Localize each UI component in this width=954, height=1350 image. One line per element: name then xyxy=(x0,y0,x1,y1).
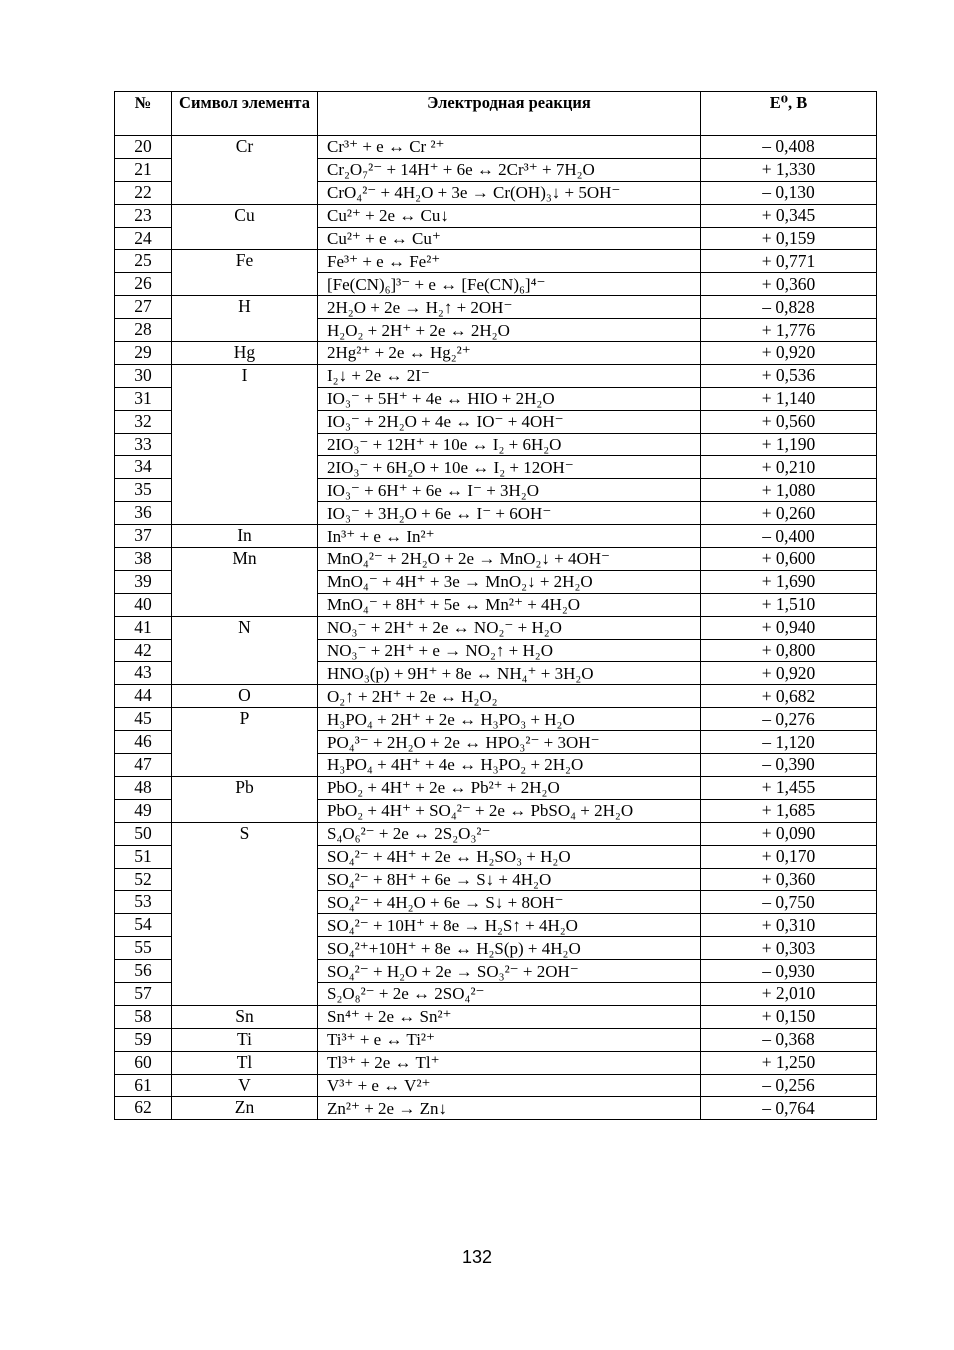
row-number-cell: 52 xyxy=(115,868,172,891)
table-row xyxy=(115,822,877,845)
row-number-cell: 60 xyxy=(115,1051,172,1074)
row-number-cell: 27 xyxy=(115,296,172,319)
row-number-cell: 50 xyxy=(115,822,172,845)
row-number-cell: 20 xyxy=(115,136,172,159)
standard-potential-cell: + 1,080 xyxy=(701,479,877,502)
row-number-cell: 26 xyxy=(115,273,172,296)
table-row xyxy=(115,136,877,159)
table-row xyxy=(115,364,877,387)
electrode-reaction-cell: Zn²⁺ + 2e → Zn↓ xyxy=(318,1097,701,1120)
element-symbol-cell: S xyxy=(172,822,318,1005)
standard-potential-cell: + 1,776 xyxy=(701,319,877,342)
element-symbol-cell: Pb xyxy=(172,776,318,822)
standard-potential-cell: – 0,400 xyxy=(701,525,877,548)
standard-potential-cell: + 1,140 xyxy=(701,387,877,410)
electrode-reaction-cell: Cu²⁺ + 2e ↔ Cu↓ xyxy=(318,204,701,227)
table-row xyxy=(115,1005,877,1028)
standard-potential-cell: – 0,276 xyxy=(701,708,877,731)
electrode-reaction-cell: SO₄²⁻ + 4H₂O + 6e → S↓ + 8OH⁻ xyxy=(318,891,701,914)
element-symbol-cell: Tl xyxy=(172,1051,318,1074)
electrode-reaction-cell: SO₄²⁻ + H₂O + 2e → SO₃²⁻ + 2OH⁻ xyxy=(318,960,701,983)
electrode-reaction-cell: MnO₄⁻ + 4H⁺ + 3e → MnO₂↓ + 2H₂O xyxy=(318,570,701,593)
electrode-reaction-cell: In³⁺ + e ↔ In²⁺ xyxy=(318,525,701,548)
row-number-cell: 22 xyxy=(115,181,172,204)
row-number-cell: 41 xyxy=(115,616,172,639)
standard-potential-cell: + 1,330 xyxy=(701,158,877,181)
row-number-cell: 39 xyxy=(115,570,172,593)
table-row xyxy=(115,685,877,708)
standard-potential-cell: – 0,764 xyxy=(701,1097,877,1120)
table-header-row xyxy=(115,92,877,136)
electrode-reaction-cell: IO₃⁻ + 5H⁺ + 4e ↔ HIO + 2H₂O xyxy=(318,387,701,410)
electrode-reaction-cell: 2H₂O + 2e → H₂↑ + 2OH⁻ xyxy=(318,296,701,319)
electrode-reaction-cell: MnO₄²⁻ + 2H₂O + 2e → MnO₂↓ + 4OH⁻ xyxy=(318,548,701,571)
electrode-reaction-cell: [Fe(CN)₆]³⁻ + e ↔ [Fe(CN)₆]⁴⁻ xyxy=(318,273,701,296)
row-number-cell: 25 xyxy=(115,250,172,273)
electrode-reaction-cell: SO₄²⁺+10H⁺ + 8e ↔ H₂S(р) + 4H₂O xyxy=(318,937,701,960)
row-number-cell: 45 xyxy=(115,708,172,731)
standard-potential-cell: + 0,940 xyxy=(701,616,877,639)
element-symbol-cell: N xyxy=(172,616,318,685)
standard-potential-cell: – 1,120 xyxy=(701,731,877,754)
standard-potential-cell: – 0,828 xyxy=(701,296,877,319)
row-number-cell: 33 xyxy=(115,433,172,456)
standard-potential-cell: + 0,150 xyxy=(701,1005,877,1028)
electrode-reaction-cell: 2IO₃⁻ + 6H₂O + 10e ↔ I₂ + 12OH⁻ xyxy=(318,456,701,479)
electrode-reaction-cell: Cr₂O₇²⁻ + 14H⁺ + 6e ↔ 2Cr³⁺ + 7H₂O xyxy=(318,158,701,181)
table-row xyxy=(115,1028,877,1051)
electrode-reaction-cell: MnO₄⁻ + 8H⁺ + 5e ↔ Mn²⁺ + 4H₂O xyxy=(318,593,701,616)
header-electrode-reaction: Электродная реакция xyxy=(318,92,701,136)
standard-potential-cell: + 0,159 xyxy=(701,227,877,250)
standard-potential-cell: – 0,368 xyxy=(701,1028,877,1051)
row-number-cell: 37 xyxy=(115,525,172,548)
electrode-reaction-cell: PbO₂ + 4H⁺ + 2e ↔ Pb²⁺ + 2H₂O xyxy=(318,776,701,799)
standard-potential-cell: + 1,250 xyxy=(701,1051,877,1074)
electrode-reaction-cell: IO₃⁻ + 6H⁺ + 6e ↔ I⁻ + 3H₂O xyxy=(318,479,701,502)
electrode-reaction-cell: Cu²⁺ + e ↔ Cu⁺ xyxy=(318,227,701,250)
electrode-reaction-cell: HNO₃(р) + 9H⁺ + 8e ↔ NH₄⁺ + 3H₂O xyxy=(318,662,701,685)
standard-potential-cell: + 0,210 xyxy=(701,456,877,479)
row-number-cell: 23 xyxy=(115,204,172,227)
standard-potential-cell: + 0,090 xyxy=(701,822,877,845)
standard-potential-cell: + 1,510 xyxy=(701,593,877,616)
element-symbol-cell: P xyxy=(172,708,318,777)
header-element-symbol: Символ элемента xyxy=(172,92,318,136)
element-symbol-cell: V xyxy=(172,1074,318,1097)
row-number-cell: 38 xyxy=(115,548,172,571)
element-symbol-cell: In xyxy=(172,525,318,548)
electrode-reaction-cell: H₂O₂ + 2H⁺ + 2e ↔ 2H₂O xyxy=(318,319,701,342)
header-number: № xyxy=(115,92,172,136)
electrode-reaction-cell: Cr³⁺ + e ↔ Cr ²⁺ xyxy=(318,136,701,159)
table-row xyxy=(115,250,877,273)
row-number-cell: 36 xyxy=(115,502,172,525)
row-number-cell: 55 xyxy=(115,937,172,960)
electrode-potentials-table xyxy=(114,91,877,1120)
electrode-reaction-cell: IO₃⁻ + 2H₂O + 4e ↔ IO⁻ + 4OH⁻ xyxy=(318,410,701,433)
table-row xyxy=(115,1074,877,1097)
electrode-reaction-cell: I₂↓ + 2e ↔ 2I⁻ xyxy=(318,364,701,387)
row-number-cell: 62 xyxy=(115,1097,172,1120)
element-symbol-cell: H xyxy=(172,296,318,342)
standard-potential-cell: – 0,750 xyxy=(701,891,877,914)
standard-potential-cell: – 0,930 xyxy=(701,960,877,983)
standard-potential-cell: – 0,408 xyxy=(701,136,877,159)
element-symbol-cell: O xyxy=(172,685,318,708)
table-row xyxy=(115,708,877,731)
electrode-reaction-cell: PbO₂ + 4H⁺ + SO₄²⁻ + 2e ↔ PbSO₄ + 2H₂O xyxy=(318,799,701,822)
standard-potential-cell: + 1,455 xyxy=(701,776,877,799)
electrode-reaction-cell: SO₄²⁻ + 10H⁺ + 8e → H₂S↑ + 4H₂O xyxy=(318,914,701,937)
page-number: 132 xyxy=(461,1247,493,1267)
row-number-cell: 31 xyxy=(115,387,172,410)
element-symbol-cell: Hg xyxy=(172,342,318,365)
row-number-cell: 46 xyxy=(115,731,172,754)
row-number-cell: 28 xyxy=(115,319,172,342)
electrode-reaction-cell: 2IO₃⁻ + 12H⁺ + 10e ↔ I₂ + 6H₂O xyxy=(318,433,701,456)
table-row xyxy=(115,296,877,319)
electrode-reaction-cell: Sn⁴⁺ + 2e ↔ Sn²⁺ xyxy=(318,1005,701,1028)
standard-potential-cell: + 0,303 xyxy=(701,937,877,960)
standard-potential-cell: + 1,190 xyxy=(701,433,877,456)
row-number-cell: 61 xyxy=(115,1074,172,1097)
table-body xyxy=(115,136,877,1120)
table-row xyxy=(115,1097,877,1120)
element-symbol-cell: Sn xyxy=(172,1005,318,1028)
standard-potential-cell: – 0,256 xyxy=(701,1074,877,1097)
standard-potential-cell: + 0,682 xyxy=(701,685,877,708)
row-number-cell: 30 xyxy=(115,364,172,387)
standard-potential-cell: – 0,390 xyxy=(701,754,877,777)
standard-potential-cell: + 0,310 xyxy=(701,914,877,937)
standard-potential-cell: + 2,010 xyxy=(701,982,877,1005)
row-number-cell: 34 xyxy=(115,456,172,479)
electrode-reaction-cell: SO₄²⁻ + 8H⁺ + 6e → S↓ + 4H₂O xyxy=(318,868,701,891)
table-row xyxy=(115,342,877,365)
element-symbol-cell: Ti xyxy=(172,1028,318,1051)
row-number-cell: 40 xyxy=(115,593,172,616)
element-symbol-cell: Zn xyxy=(172,1097,318,1120)
electrode-reaction-cell: Fe³⁺ + e ↔ Fe²⁺ xyxy=(318,250,701,273)
electrode-reaction-cell: PO₄³⁻ + 2H₂O + 2e ↔ HPO₃²⁻ + 3OH⁻ xyxy=(318,731,701,754)
row-number-cell: 57 xyxy=(115,982,172,1005)
header-standard-potential: E⁰, B xyxy=(701,92,877,136)
row-number-cell: 43 xyxy=(115,662,172,685)
row-number-cell: 49 xyxy=(115,799,172,822)
standard-potential-cell: + 0,600 xyxy=(701,548,877,571)
table-row xyxy=(115,1051,877,1074)
electrode-reaction-cell: V³⁺ + e ↔ V²⁺ xyxy=(318,1074,701,1097)
electrode-reaction-cell: S₂O₈²⁻ + 2e ↔ 2SO₄²⁻ xyxy=(318,982,701,1005)
standard-potential-cell: + 0,920 xyxy=(701,342,877,365)
element-symbol-cell: Cu xyxy=(172,204,318,250)
element-symbol-cell: Fe xyxy=(172,250,318,296)
table-row xyxy=(115,616,877,639)
row-number-cell: 53 xyxy=(115,891,172,914)
table-row xyxy=(115,204,877,227)
row-number-cell: 29 xyxy=(115,342,172,365)
row-number-cell: 35 xyxy=(115,479,172,502)
standard-potential-cell: + 0,771 xyxy=(701,250,877,273)
electrode-reaction-cell: IO₃⁻ + 3H₂O + 6e ↔ I⁻ + 6OH⁻ xyxy=(318,502,701,525)
standard-potential-cell: + 0,260 xyxy=(701,502,877,525)
standard-potential-cell: + 0,170 xyxy=(701,845,877,868)
element-symbol-cell: Mn xyxy=(172,548,318,617)
table-row xyxy=(115,548,877,571)
electrode-reaction-cell: 2Hg²⁺ + 2e ↔ Hg₂²⁺ xyxy=(318,342,701,365)
row-number-cell: 58 xyxy=(115,1005,172,1028)
element-symbol-cell: I xyxy=(172,364,318,524)
row-number-cell: 51 xyxy=(115,845,172,868)
row-number-cell: 54 xyxy=(115,914,172,937)
element-symbol-cell: Cr xyxy=(172,136,318,205)
row-number-cell: 48 xyxy=(115,776,172,799)
standard-potential-cell: – 0,130 xyxy=(701,181,877,204)
table-row xyxy=(115,525,877,548)
row-number-cell: 24 xyxy=(115,227,172,250)
row-number-cell: 32 xyxy=(115,410,172,433)
standard-potential-cell: + 0,800 xyxy=(701,639,877,662)
electrode-reaction-cell: CrO₄²⁻ + 4H₂O + 3e → Cr(OH)₃↓ + 5OH⁻ xyxy=(318,181,701,204)
electrode-reaction-cell: SO₄²⁻ + 4H⁺ + 2e ↔ H₂SO₃ + H₂O xyxy=(318,845,701,868)
electrode-reaction-cell: Tl³⁺ + 2e ↔ Tl⁺ xyxy=(318,1051,701,1074)
table-row xyxy=(115,776,877,799)
standard-potential-cell: + 0,360 xyxy=(701,273,877,296)
row-number-cell: 59 xyxy=(115,1028,172,1051)
row-number-cell: 21 xyxy=(115,158,172,181)
standard-potential-cell: + 0,560 xyxy=(701,410,877,433)
standard-potential-cell: + 1,685 xyxy=(701,799,877,822)
standard-potential-cell: + 0,536 xyxy=(701,364,877,387)
electrode-reaction-cell: H₃PO₄ + 2H⁺ + 2e ↔ H₃PO₃ + H₂O xyxy=(318,708,701,731)
row-number-cell: 44 xyxy=(115,685,172,708)
electrode-reaction-cell: S₄O₆²⁻ + 2e ↔ 2S₂O₃²⁻ xyxy=(318,822,701,845)
row-number-cell: 56 xyxy=(115,960,172,983)
standard-potential-cell: + 0,920 xyxy=(701,662,877,685)
electrode-reaction-cell: NO₃⁻ + 2H⁺ + 2e ↔ NO₂⁻ + H₂O xyxy=(318,616,701,639)
standard-potential-cell: + 0,360 xyxy=(701,868,877,891)
electrode-reaction-cell: O₂↑ + 2H⁺ + 2e ↔ H₂O₂ xyxy=(318,685,701,708)
electrode-reaction-cell: Ti³⁺ + e ↔ Ti²⁺ xyxy=(318,1028,701,1051)
standard-potential-cell: + 0,345 xyxy=(701,204,877,227)
electrode-reaction-cell: H₃PO₄ + 4H⁺ + 4e ↔ H₃PO₂ + 2H₂O xyxy=(318,754,701,777)
standard-potential-cell: + 1,690 xyxy=(701,570,877,593)
row-number-cell: 42 xyxy=(115,639,172,662)
row-number-cell: 47 xyxy=(115,754,172,777)
electrode-reaction-cell: NO₃⁻ + 2H⁺ + e → NO₂↑ + H₂O xyxy=(318,639,701,662)
